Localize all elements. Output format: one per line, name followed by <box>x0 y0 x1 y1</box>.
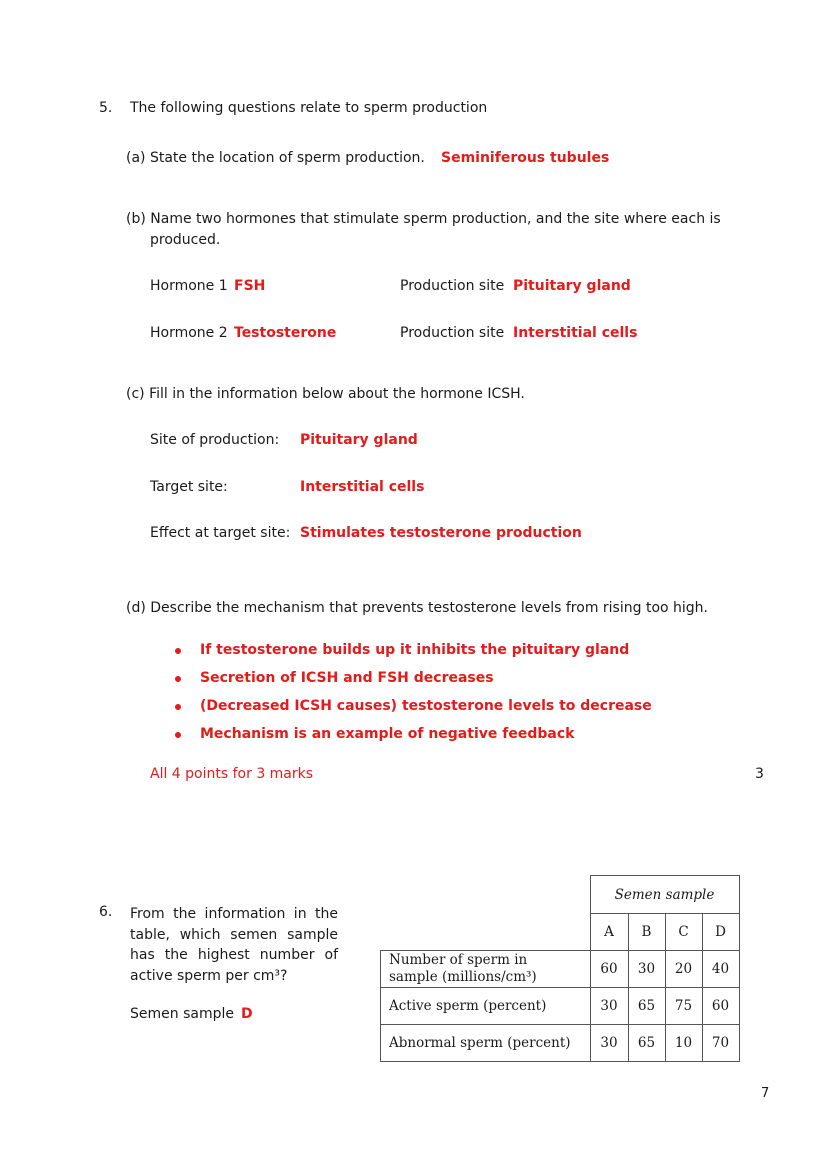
column-header-d: D <box>702 914 739 951</box>
question-5d-text: (d) Describe the mechanism that prevents testosterone levels from rising too high. <box>126 600 708 616</box>
column-header-b: B <box>628 914 665 951</box>
table-row <box>381 1025 740 1062</box>
question-6-text: From the information in the table, which semen sample has the highest number of active sperm per cm³? <box>130 906 338 984</box>
row-label-active-sperm: Active sperm (percent) <box>381 988 591 1025</box>
effect-at-target-label: Effect at target site: <box>150 525 291 541</box>
bullet-icon <box>175 704 181 710</box>
column-header-c: C <box>665 914 702 951</box>
table-row <box>381 988 740 1025</box>
answer-point-1: If testosterone builds up it inhibits the pituitary gland <box>200 642 630 658</box>
page-number: 7 <box>761 1086 770 1101</box>
column-header-a: A <box>590 914 628 951</box>
answer-point-3: (Decreased ICSH causes) testosterone levels to decrease <box>200 698 652 714</box>
table-cell: 70 <box>702 1025 739 1062</box>
table-cell: 75 <box>665 988 702 1025</box>
answer-point-4: Mechanism is an example of negative feedback <box>200 726 575 742</box>
hormone-1-site-answer: Pituitary gland <box>513 278 631 294</box>
question-5b-text-line1: (b) Name two hormones that stimulate sperm production, and the site where each is <box>126 211 721 227</box>
table-cell: 60 <box>702 988 739 1025</box>
question-5-number: 5. <box>99 100 113 116</box>
table-cell: 65 <box>628 988 665 1025</box>
question-5a-answer: Seminiferous tubules <box>441 150 610 166</box>
question-5a-text: (a) State the location of sperm production. <box>126 150 425 166</box>
bullet-icon <box>175 676 181 682</box>
effect-at-target-answer: Stimulates testosterone production <box>300 525 582 541</box>
row-label-sperm-count: Number of sperm in sample (millions/cm³) <box>381 951 591 988</box>
bullet-icon <box>175 732 181 738</box>
table-cell: 30 <box>590 988 628 1025</box>
table-cell: 30 <box>628 951 665 988</box>
hormone-1-label: Hormone 1 <box>150 278 228 294</box>
table-cell: 30 <box>590 1025 628 1062</box>
answer-point-2: Secretion of ICSH and FSH decreases <box>200 670 494 686</box>
bullet-icon <box>175 648 181 654</box>
table-cell: 65 <box>628 1025 665 1062</box>
question-5-intro: The following questions relate to sperm production <box>130 100 488 116</box>
row-label-abnormal-sperm: Abnormal sperm (percent) <box>381 1025 591 1062</box>
hormone-1-answer: FSH <box>234 278 266 294</box>
marking-note: All 4 points for 3 marks <box>150 766 314 782</box>
table-cell: 40 <box>702 951 739 988</box>
table-cell: 10 <box>665 1025 702 1062</box>
hormone-2-answer: Testosterone <box>234 325 337 341</box>
marks-value: 3 <box>755 766 764 782</box>
table-row <box>381 951 740 988</box>
site-of-production-answer: Pituitary gland <box>300 432 418 448</box>
question-6-answer: D <box>241 1006 253 1022</box>
question-6-number: 6. <box>99 904 113 920</box>
table-group-header: Semen sample <box>590 876 739 914</box>
semen-sample-table <box>380 875 740 1062</box>
question-5b-text-line2: produced. <box>150 232 221 248</box>
hormone-2-site-label: Production site <box>400 325 505 341</box>
table-cell: 60 <box>590 951 628 988</box>
hormone-2-site-answer: Interstitial cells <box>513 325 638 341</box>
question-5c-text: (c) Fill in the information below about the hormone ICSH. <box>126 386 525 402</box>
table-cell: 20 <box>665 951 702 988</box>
site-of-production-label: Site of production: <box>150 432 280 448</box>
hormone-2-label: Hormone 2 <box>150 325 228 341</box>
target-site-label: Target site: <box>150 479 228 495</box>
target-site-answer: Interstitial cells <box>300 479 425 495</box>
question-6-answer-label: Semen sample <box>130 1006 234 1022</box>
hormone-1-site-label: Production site <box>400 278 505 294</box>
